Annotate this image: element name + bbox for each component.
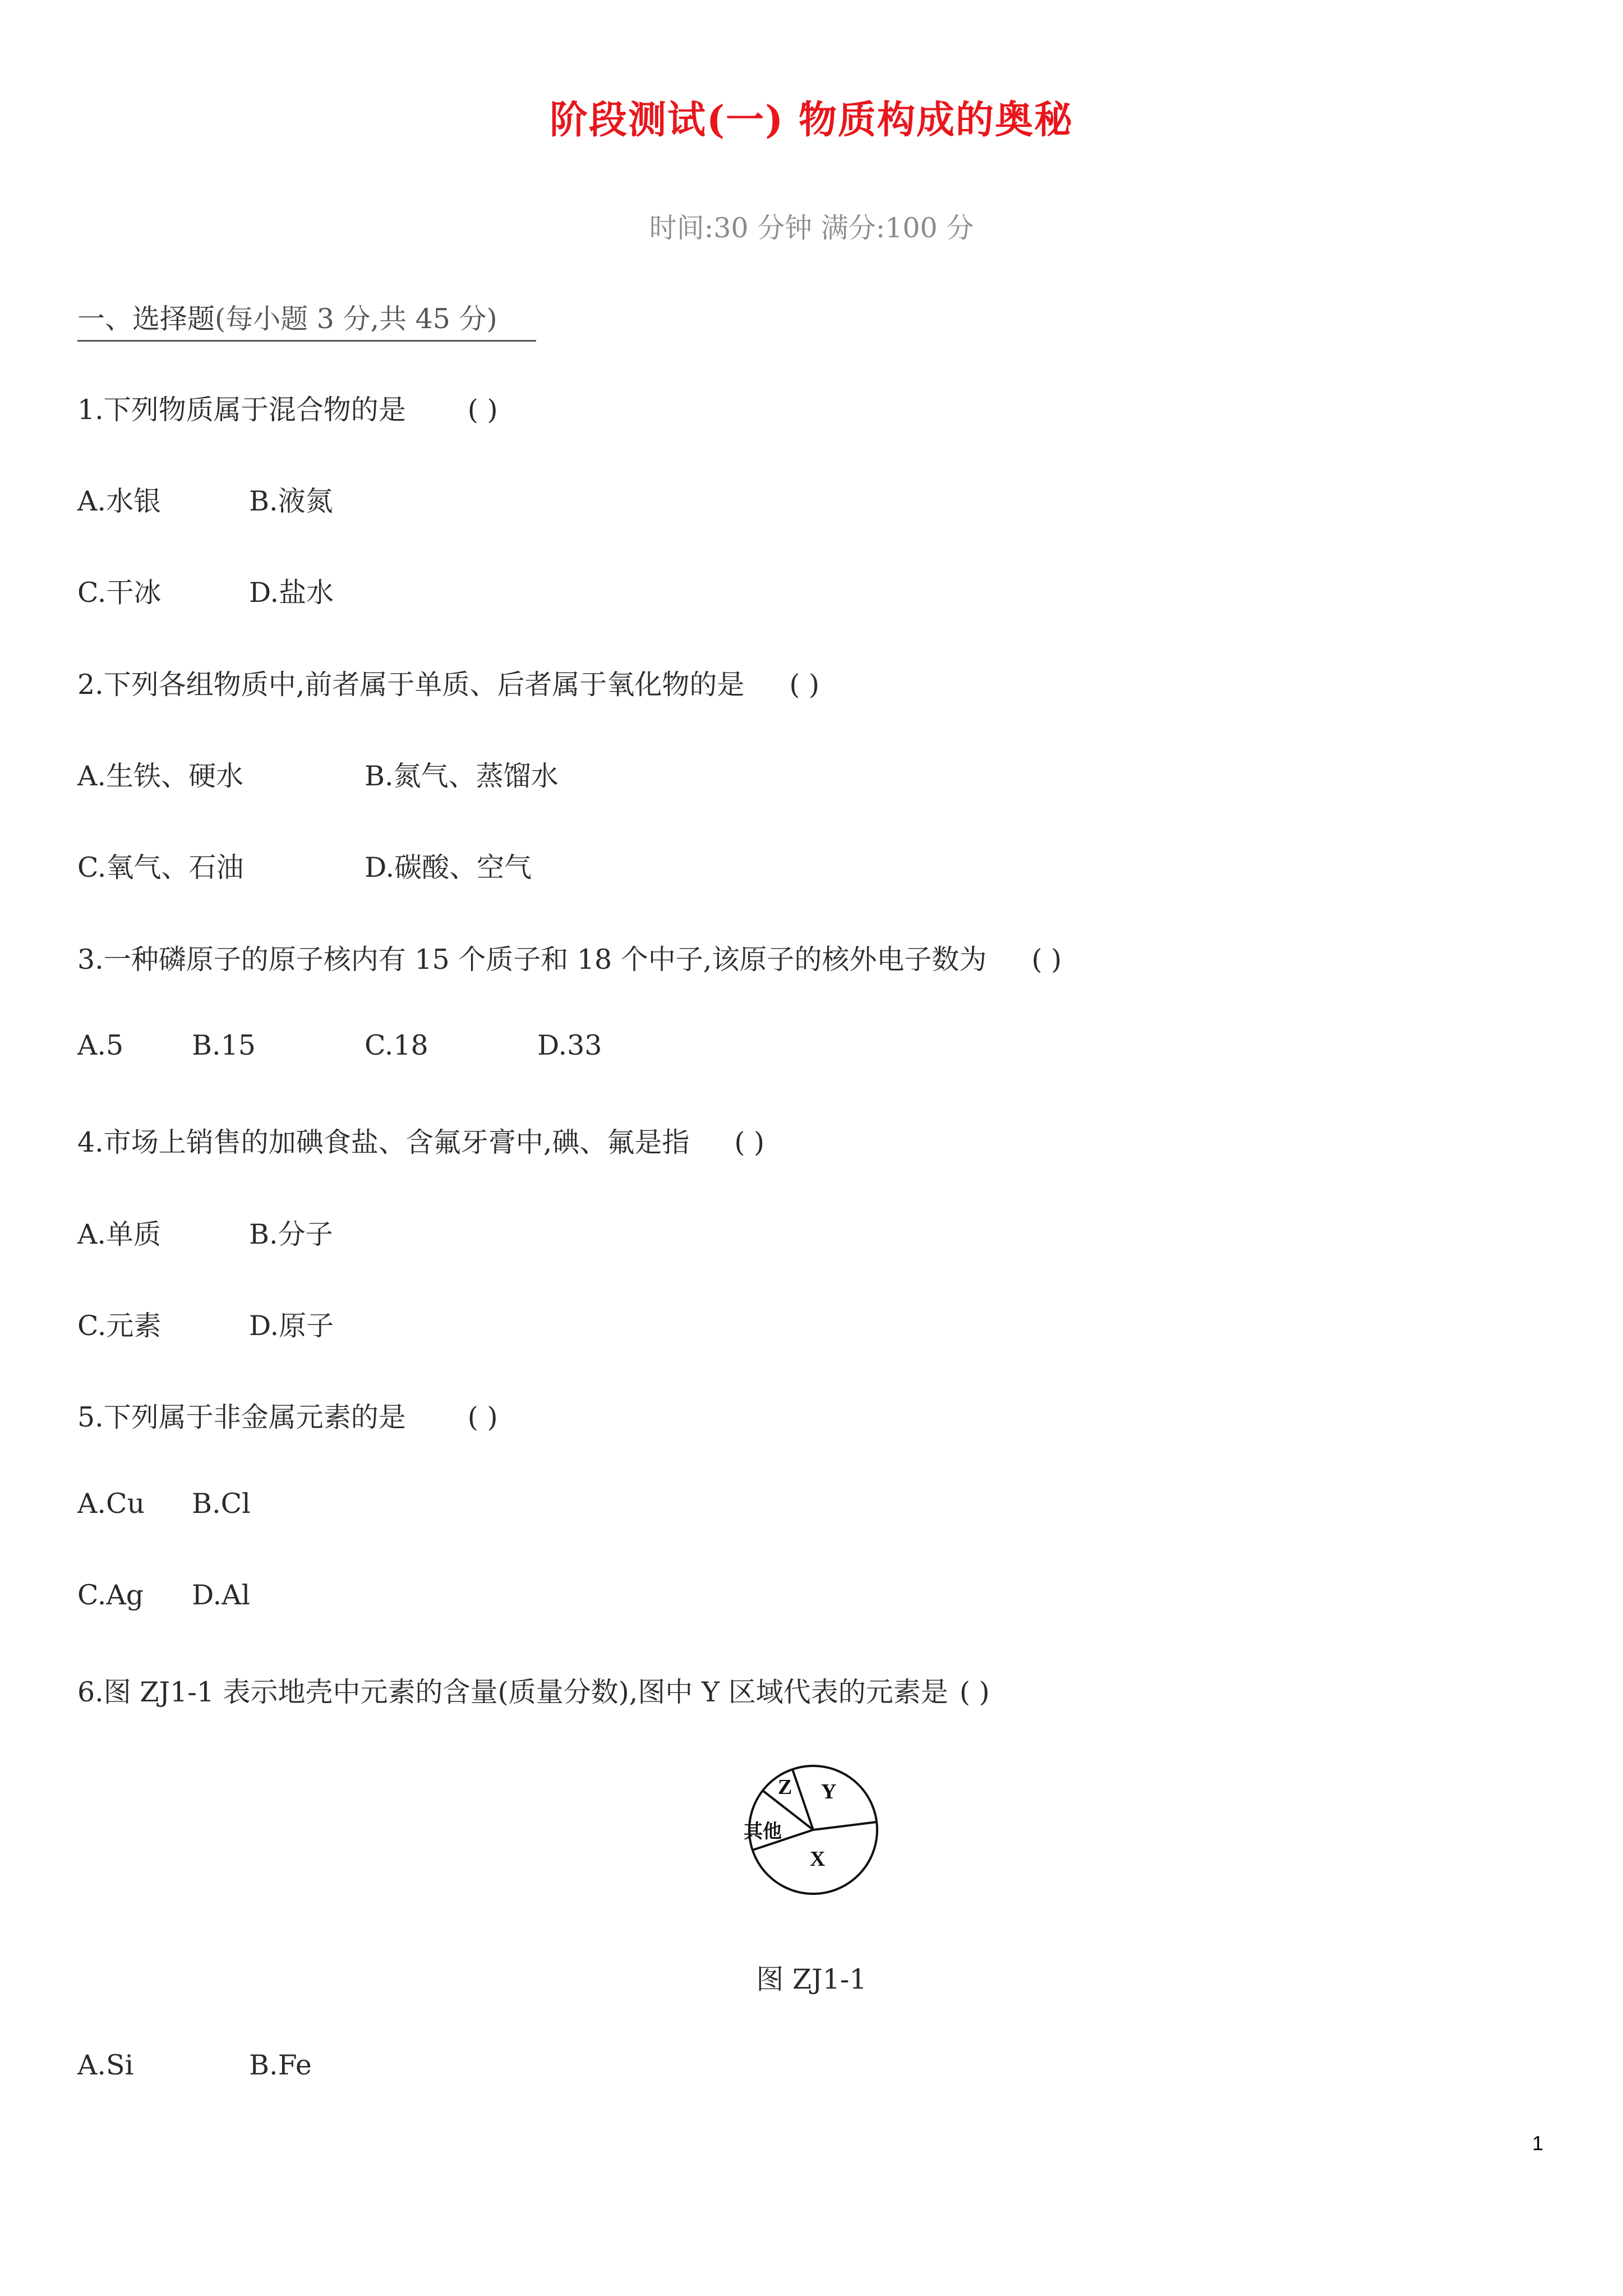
- section-label: 一、选择题: [77, 303, 215, 335]
- pie-label-z: Z: [778, 1775, 792, 1799]
- pie-divider-x-y: [813, 1822, 877, 1830]
- answer-bracket: ( ): [789, 669, 820, 701]
- option-c: C.Ag: [77, 1579, 144, 1611]
- question-3: [77, 938, 1062, 977]
- option-a: A.单质: [77, 1218, 161, 1250]
- option-b: B.分子: [249, 1218, 333, 1250]
- crust-element-pie-figure: [740, 1757, 886, 1903]
- question-5: [77, 1396, 498, 1435]
- option-a: A.5: [77, 1029, 124, 1061]
- question-6: [77, 1671, 990, 1710]
- option-d: D.33: [537, 1029, 602, 1061]
- question-1: [77, 388, 498, 427]
- option-b: B.液氮: [249, 485, 333, 517]
- option-a: A.水银: [77, 485, 161, 517]
- section-note: (每小题 3 分,共 45 分): [215, 303, 497, 335]
- question-stem: 2.下列各组物质中,前者属于单质、后者属于氧化物的是: [77, 669, 745, 701]
- option-c: C.氧气、石油: [77, 852, 244, 884]
- option-b: B.15: [192, 1029, 256, 1061]
- answer-bracket: ( ): [959, 1676, 990, 1708]
- question-stem: 1.下列物质属于混合物的是: [77, 394, 406, 426]
- figure-caption: 图 ZJ1-1: [756, 1963, 867, 1995]
- answer-bracket: ( ): [734, 1126, 765, 1158]
- option-c: C.18: [365, 1029, 428, 1061]
- option-a: A.Si: [77, 2049, 134, 2081]
- exam-info: 时间:30 分钟 满分:100 分: [649, 212, 974, 244]
- section-heading: [77, 297, 536, 342]
- page-title: 阶段测试(一) 物质构成的奥秘: [549, 98, 1074, 142]
- option-b: B.Fe: [249, 2049, 312, 2081]
- option-c: C.干冰: [77, 577, 162, 609]
- option-c: C.元素: [77, 1310, 162, 1342]
- pie-label-other: 其他: [744, 1820, 782, 1843]
- question-stem: 5.下列属于非金属元素的是: [77, 1401, 406, 1433]
- question-2: [77, 663, 819, 702]
- question-4: [77, 1121, 764, 1160]
- option-d: D.原子: [249, 1310, 334, 1342]
- option-d: D.盐水: [249, 577, 334, 609]
- question-stem: 4.市场上销售的加碘食盐、含氟牙膏中,碘、氟是指: [77, 1126, 690, 1158]
- option-d: D.Al: [192, 1579, 251, 1611]
- answer-bracket: ( ): [1031, 944, 1062, 976]
- question-stem: 3.一种磷原子的原子核内有 15 个质子和 18 个中子,该原子的核外电子数为: [77, 944, 987, 976]
- answer-bracket: ( ): [467, 1401, 498, 1433]
- option-a: A.生铁、硬水: [77, 760, 243, 792]
- page-number: 1: [1532, 2132, 1543, 2155]
- pie-label-y: Y: [821, 1780, 837, 1803]
- pie-label-x: X: [810, 1847, 826, 1871]
- question-stem: 6.图 ZJ1-1 表示地壳中元素的含量(质量分数),图中 Y 区域代表的元素是: [77, 1676, 948, 1708]
- option-a: A.Cu: [77, 1488, 145, 1520]
- option-b: B.Cl: [192, 1488, 251, 1520]
- option-d: D.碳酸、空气: [365, 852, 532, 884]
- option-b: B.氮气、蒸馏水: [365, 760, 559, 792]
- answer-bracket: ( ): [467, 394, 498, 426]
